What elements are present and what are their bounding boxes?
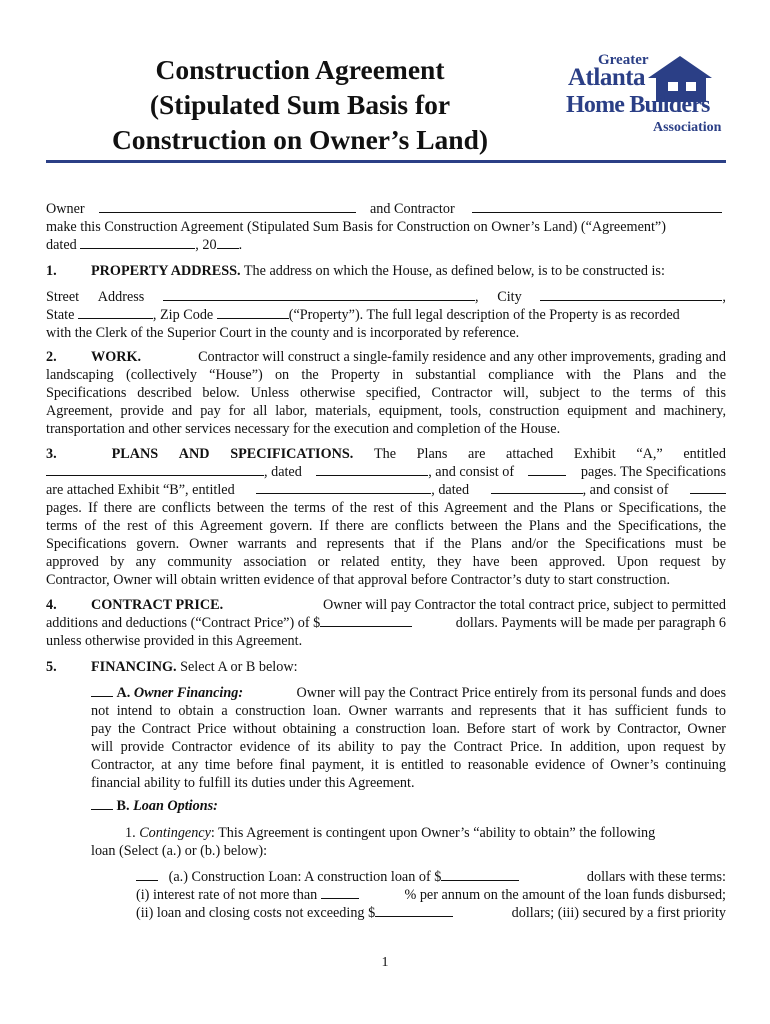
text-word: Exhibit [573,446,616,462]
dated-label: , dated [264,464,302,480]
section-number: 4. [46,597,57,613]
section-text: The address on which the House, as defined below, is to be constructed is: [243,263,665,279]
section-3 [46,445,726,589]
spec-date-blank[interactable] [491,481,583,494]
intro-line-2: make this Construction Agreement (Stipulated Sum Basis for Construction on Owner’s Land) (“Agreement”) [46,219,666,235]
body-line: loan (Select (a.) or (b.) below): [91,843,268,859]
section-text: Contractor will construct a single-family residence and any other improvements, grading and [198,349,726,365]
year-blank[interactable] [217,236,239,249]
logo-greater: Greater [598,52,649,68]
dated-label: , dated [431,482,470,498]
street-address-blank[interactable] [163,288,475,301]
logo-atlanta: Atlanta [568,64,646,91]
heading-word: SPECIFICATIONS. [230,446,354,462]
body-line: terms of the rest of this Agreement govern. If there are conflicts between the Plans and the Specifications, the [46,518,726,534]
contingency [91,824,726,860]
zip-label: , Zip Code [152,307,214,323]
section-number: 5. [46,659,57,675]
body-line: Specifications described below. Unless otherwise specified, Contractor will, subject to the terms of this [46,385,726,401]
section-5 [46,658,726,676]
section-heading: CONTRACT PRICE. [91,597,224,613]
section-number: 3. [46,446,57,462]
zip-blank[interactable] [217,306,289,319]
section-text: Select A or B below: [180,659,298,675]
contract-price-blank[interactable] [320,614,412,627]
option-title: Owner Financing: [133,685,244,701]
comma: , [475,289,479,305]
owner-name-blank[interactable] [99,200,356,213]
contractor-name-blank[interactable] [472,200,722,213]
closing-costs-text: dollars; (iii) secured by a first priority [511,905,726,921]
option-b [91,797,726,815]
section-2 [46,348,726,438]
body-line: Contractor, at any time before final payment, it is entitled to reasonable evidence of Owner’s continuing [91,757,726,773]
section-number: 1. [46,263,57,279]
body-line: Contractor, Owner will obtain written evidence of that approval before Contractor’s duty to start construction. [46,572,671,588]
state-blank[interactable] [78,306,153,319]
option-a-checkbox[interactable] [91,684,113,697]
contingency-number: 1. [125,825,136,841]
body-line: transportation and other services necessary for the execution and completion of the House. [46,421,561,437]
title-line: (Stipulated Sum Basis for [149,89,451,120]
contingency-title: Contingency [139,825,211,841]
loan-terms-label: dollars with these terms: [586,869,726,885]
option-label: A. [116,685,131,701]
interest-label: (i) interest rate of not more than [136,887,318,903]
spec-pages-blank[interactable] [690,481,726,494]
closing-costs-label: (ii) loan and closing costs not exceeding $ [136,905,376,921]
street-label: Street [46,289,80,305]
closing-costs-blank[interactable] [375,904,453,917]
plans-date-blank[interactable] [316,463,428,476]
payments-text: dollars. Payments will be made per paragraph 6 [455,615,726,631]
title-line: Construction on Owner’s Land) [111,124,489,155]
body-line: will provide Contractor evidence of its ability to pay the Contract Price. In addition, upon request by [91,739,726,755]
comma: , [722,289,726,305]
logo-home-builders: Home Builders [566,92,710,118]
section-3-body [46,499,726,571]
logo-association: Association [653,120,722,135]
gahba-logo [560,50,725,140]
page-number: 1 [381,955,389,970]
intro-paragraph [46,200,726,254]
contract-price-label: additions and deductions (“Contract Price”) of $ [46,615,321,631]
body-line: Agreement, provide and pay for all labor, materials, equipment, tools, construction equipment and machinery, [46,403,726,419]
exhibit-b-label: are attached Exhibit “B”, entitled [46,482,235,498]
interest-text: % per annum on the amount of the loan funds disbursed; [404,887,726,903]
address-label: Address [97,289,145,305]
section-1-address [46,288,726,342]
year-label: , 20 [195,237,217,253]
body-line: pages. If there are conflicts between the terms of the rest of this Agreement and the Plans or Specifications, the [46,500,726,516]
text-word: are [468,446,486,462]
section-heading: PROPERTY ADDRESS. [91,263,241,279]
section-heading: FINANCING. [91,659,177,675]
option-label: B. [116,798,130,814]
intro-end: . [238,237,243,253]
dated-label: dated [46,237,77,253]
text-word: “A,” [636,446,663,462]
document-title [60,52,540,157]
construction-loan [136,868,726,922]
option-title: Loan Options: [133,798,218,814]
body-line: approved by any community association or related entity, they have been approved. Upon request by [46,554,726,570]
city-label: City [497,289,522,305]
pages-spec-label: pages. The Specifications [580,464,726,480]
option-b-checkbox[interactable] [91,797,113,810]
option-a [91,684,726,792]
interest-rate-blank[interactable] [321,886,359,899]
option-text: Owner will pay the Contract Price entirely from its personal funds and does [296,685,726,701]
body-line: landscaping (collectively “House”) on the Property in substantial compliance with the Plans and the [46,367,726,383]
option-a-body [91,702,726,774]
body-line: not intend to obtain a construction loan. Owner warrants and represents that it has sufficient funds to [91,703,726,719]
loan-label: (a.) Construction Loan: A construction loan of $ [168,869,442,885]
text-word: The [373,446,397,462]
state-label: State [46,307,75,323]
heading-word: AND [178,446,210,462]
loan-amount-blank[interactable] [441,868,519,881]
contingency-text: : This Agreement is contingent upon Owner’s “ability to obtain” the following [210,825,656,841]
body-line: unless otherwise provided in this Agreement. [46,633,303,649]
heading-word: PLANS [111,446,159,462]
section-2-body [46,366,726,420]
body-line: Specifications govern. Owner warrants and represents that if the Plans and/or the Specifications must be [46,536,726,552]
owner-label: Owner [46,201,85,217]
date-blank[interactable] [80,236,195,249]
body-line: pay the Contract Price without obtaining a construction loan. Before start of work by Contractor, Owner [91,721,726,737]
text-word: entitled [683,446,726,462]
city-blank[interactable] [540,288,722,301]
property-text: (“Property”). The full legal description of the Property is as recorded [288,307,680,323]
section-number: 2. [46,349,57,365]
spec-title-blank[interactable] [256,481,431,494]
section-1 [46,262,726,280]
section-1-line-3: with the Clerk of the Superior Court in the county and is incorporated by reference. [46,325,520,341]
header-divider [46,160,726,163]
section-4 [46,596,726,650]
option-a2-checkbox[interactable] [136,868,158,881]
consist-label: , and consist of [582,482,669,498]
body-line: financial ability to fulfill its duties under this Agreement. [91,775,415,791]
section-heading: WORK. [91,349,142,365]
plans-pages-blank[interactable] [528,463,566,476]
text-word: Plans [416,446,448,462]
title-line: Construction Agreement [155,54,445,85]
consist-label: , and consist of [428,464,515,480]
contractor-label: and Contractor [369,201,455,217]
text-word: attached [506,446,554,462]
section-text: Owner will pay Contractor the total contract price, subject to permitted [322,597,726,613]
plans-title-blank[interactable] [46,463,264,476]
